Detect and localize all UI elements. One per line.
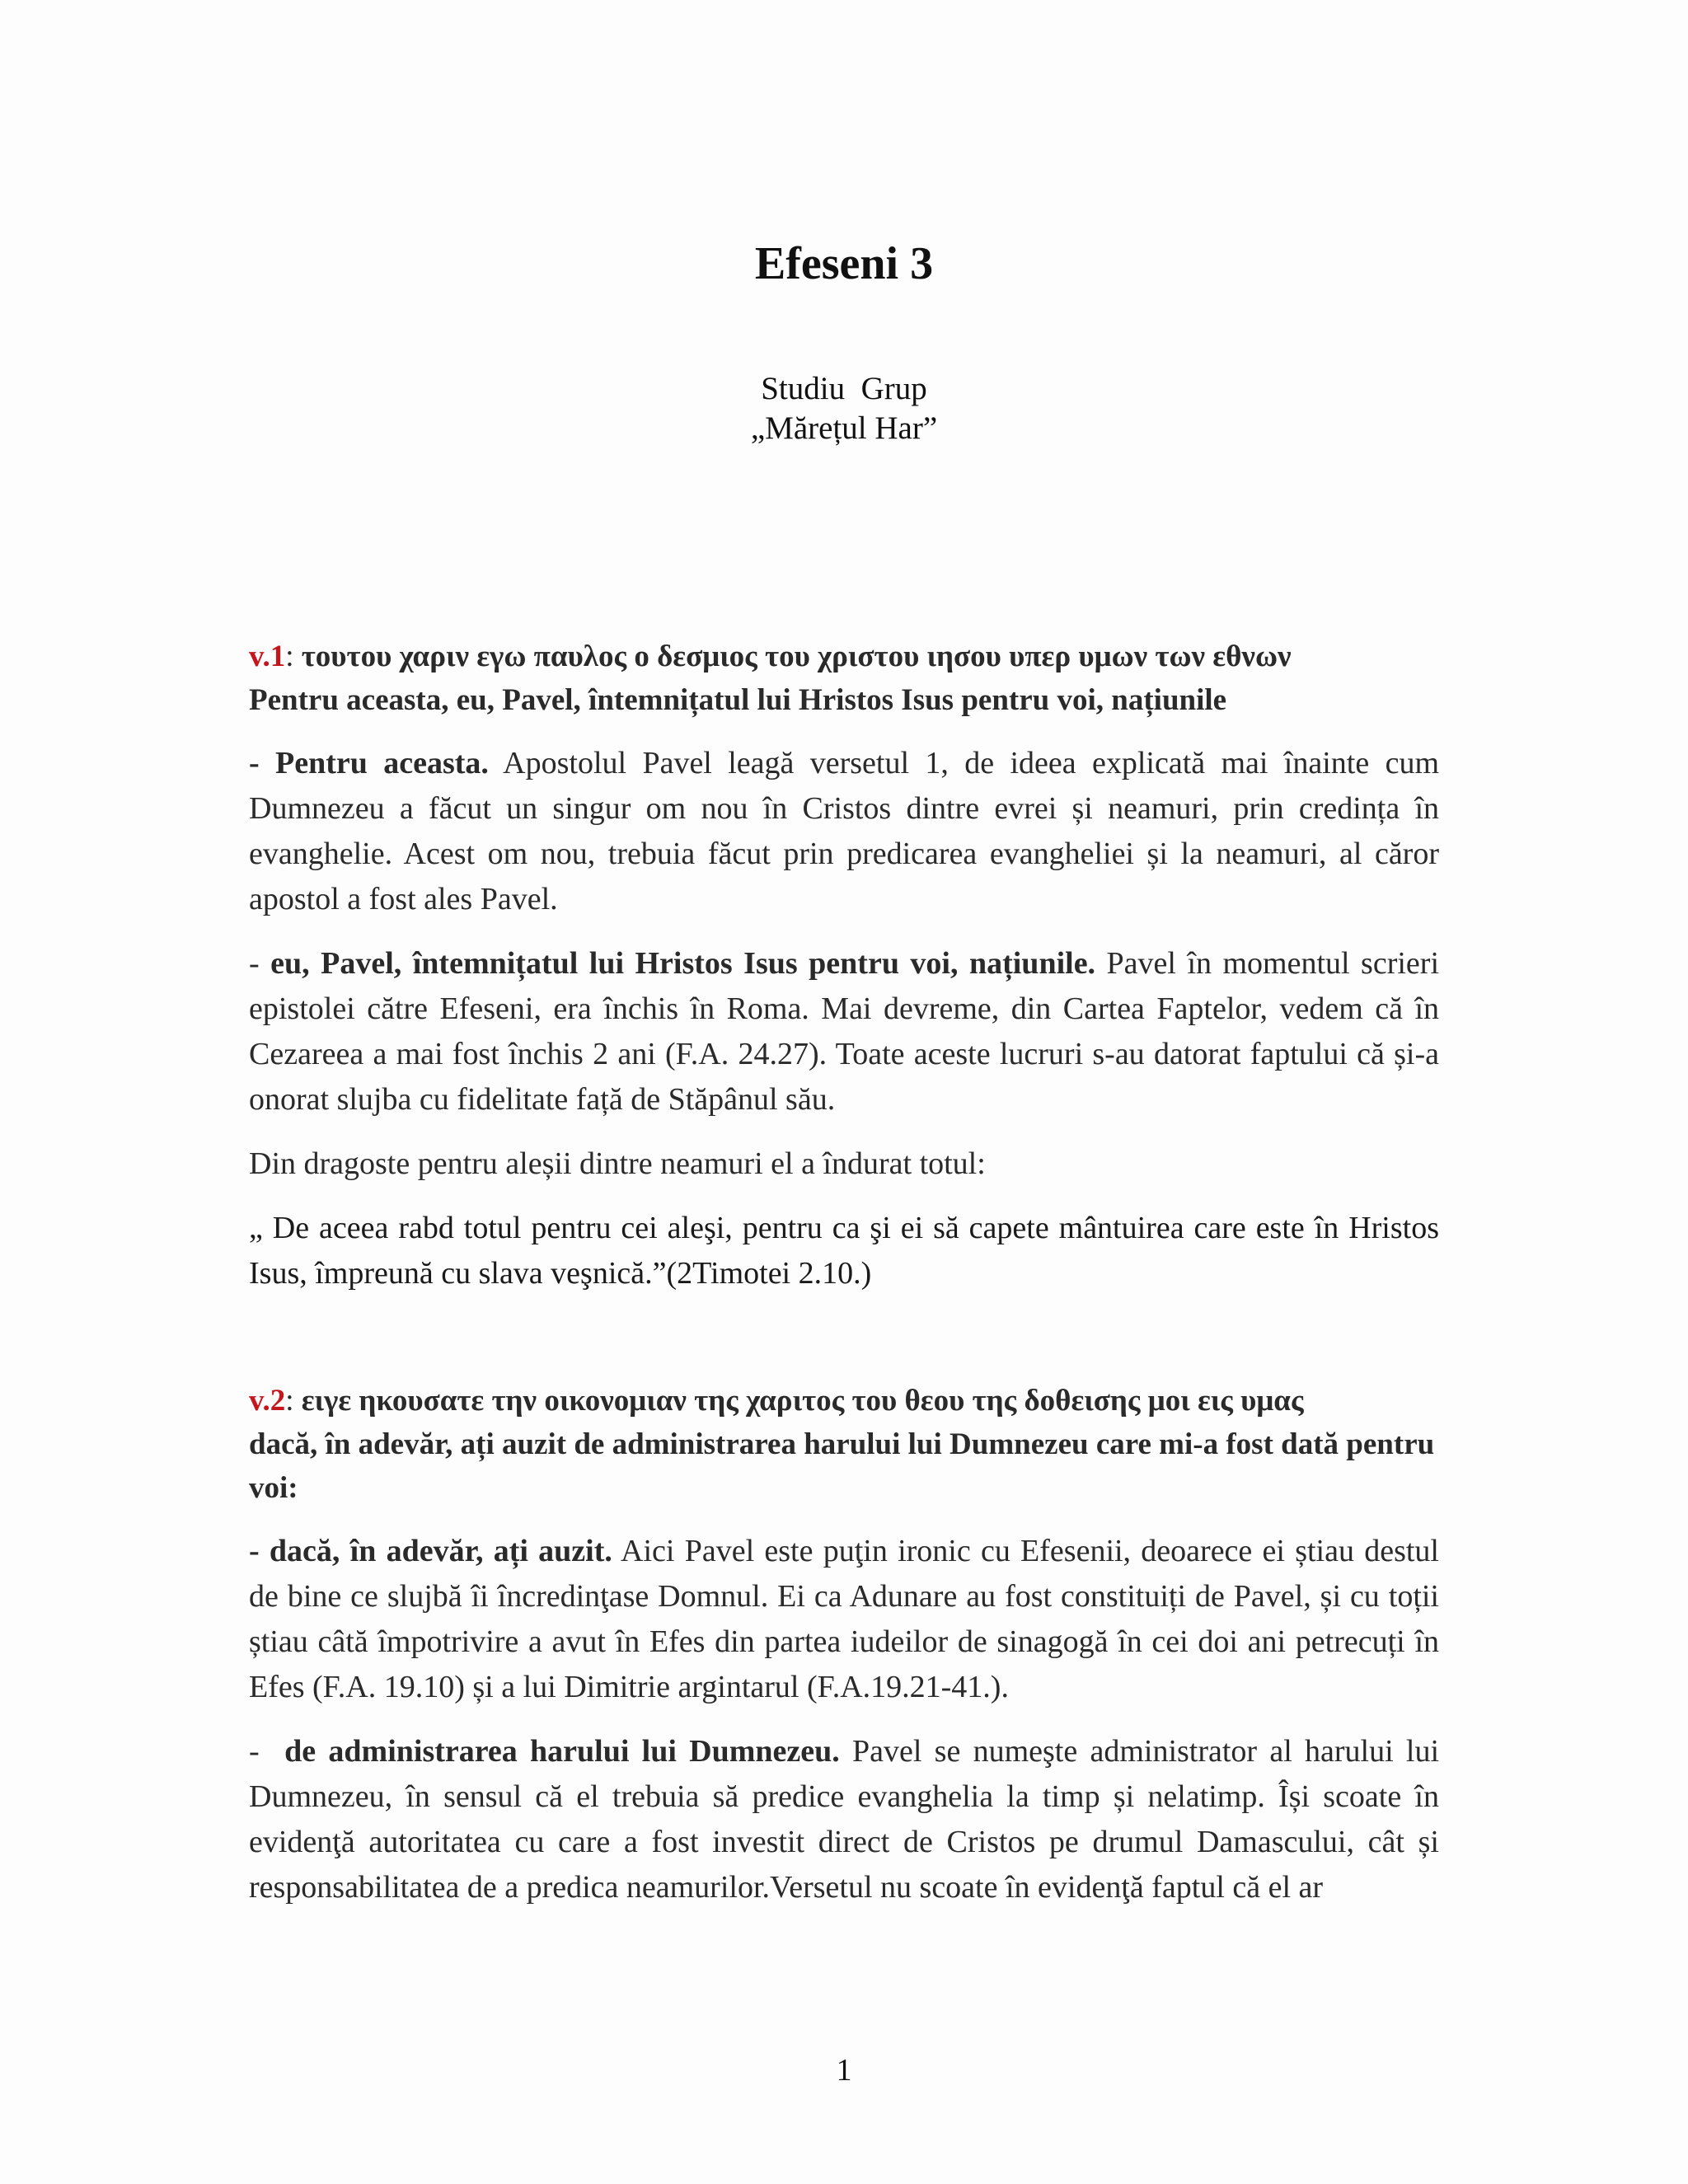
verse-2-para-2-text: Pavel se numeşte administrator al harului lui Dumnezeu, în sensul că el trebuia să predice evanghelia la timp și nelatimp. Își scoate în evidenţă autoritatea cu care a fost investit direct de Cristos pe drumul Damascului, cât și responsabilitatea de a predica neamurilor.Versetul nu scoate în evidenţă faptul că el ar: [249, 1734, 1439, 1905]
verse-1-para-2-bold: eu, Pavel, întemnițatul lui Hristos Isus pentru voi, națiunile.: [270, 946, 1096, 981]
verse-2-greek-text: ειγε ηκουσατε την οικονομιαν της χαριτος του θεου της δοθεισης μοι εις υμας: [301, 1384, 1304, 1418]
verse-2-number: v.2: [249, 1384, 286, 1418]
verse-1-heading: [249, 635, 1439, 722]
verse-2-separator: :: [285, 1384, 302, 1418]
verse-2-romanian: dacă, în adevăr, ați auzit de administrarea harului lui Dumnezeu care mi-a fost dată pentru voi:: [249, 1427, 1435, 1505]
verse-1-para-1-bold: - Pentru aceasta.: [249, 746, 489, 780]
subtitle-line-1: Studiu Grup: [761, 371, 927, 406]
verse-1-para-1-text: Apostolul Pavel leagă versetul 1, de ideea explicată mai înainte cum Dumnezeu a făcut un singur om nou în Cristos dintre evrei și neamuri, prin credința în evanghelie. Acest om nou, trebuia făcut prin predicarea evangheliei și la neamuri, al căror apostol a fost ales Pavel.: [249, 746, 1439, 916]
verse-1-romanian: Pentru aceasta, eu, Pavel, întemnițatul lui Hristos Isus pentru voi, națiunile: [249, 683, 1227, 717]
verse-2-para-1-text: Aici Pavel este puţin ironic cu Efesenii, deoarece ei știau destul de bine ce slujbă îi încredinţase Domnul. Ei ca Adunare au fost constituiți de Pavel, și cu toții știau câtă împotrivire a avut în Efes din partea iudeilor de sinagogă în cei doi ani petrecuți în Efes (F.A. 19.10) și a lui Dimitrie argintarul (F.A.19.21-41.).: [249, 1534, 1439, 1704]
page-number: 1: [836, 2053, 852, 2088]
verse-2-greek-line: [249, 1379, 1439, 1422]
document-body: [249, 635, 1439, 1910]
subtitle-line-2: „Mărețul Har”: [750, 410, 938, 446]
verse-2-para-2-prefix: -: [249, 1734, 285, 1769]
document-title: Efeseni 3: [754, 238, 934, 289]
verse-1-greek-text: τουτου χαριν εγω παυλος ο δεσμιος του χριστου ιησου υπερ υμων των εθνων: [301, 640, 1292, 673]
verse-1-separator: :: [285, 640, 302, 673]
verse-1-greek-line: [249, 635, 1439, 678]
verse-1-quote: „ De aceea rabd totul pentru cei aleşi, pentru ca şi ei să capete mântuirea care este în Hristos Isus, împreună cu slava veşnică.”(2Timotei 2.10.): [249, 1211, 1439, 1291]
verse-1-paragraph-1: [249, 741, 1439, 922]
verse-1-para-2-prefix: -: [249, 946, 271, 981]
verse-1-para-2-text: Pavel în momentul scrieri epistolei către Efeseni, era închis în Roma. Mai devreme, din Cartea Faptelor, vedem că în Cezareea a mai fost închis 2 ani (F.A. 24.27). Toate aceste lucruri s-au datorat faptului că și-a onorat slujba cu fidelitate față de Stăpânul său.: [249, 946, 1439, 1117]
section-spacer: [249, 1296, 1439, 1379]
verse-1-paragraph-3: Din dragoste pentru aleșii dintre neamuri el a îndurat totul:: [249, 1146, 986, 1181]
verse-2-paragraph-1: [249, 1529, 1439, 1710]
verse-2-para-2-bold: de administrarea harului lui Dumnezeu.: [284, 1734, 840, 1769]
verse-2-heading: [249, 1379, 1439, 1510]
document-subtitle: [0, 369, 1688, 448]
verse-1-paragraph-2: [249, 941, 1439, 1122]
verse-1-number: v.1: [249, 640, 286, 673]
verse-2-para-1-bold: - dacă, în adevăr, ați auzit.: [249, 1534, 612, 1568]
verse-2-paragraph-2: [249, 1729, 1439, 1910]
